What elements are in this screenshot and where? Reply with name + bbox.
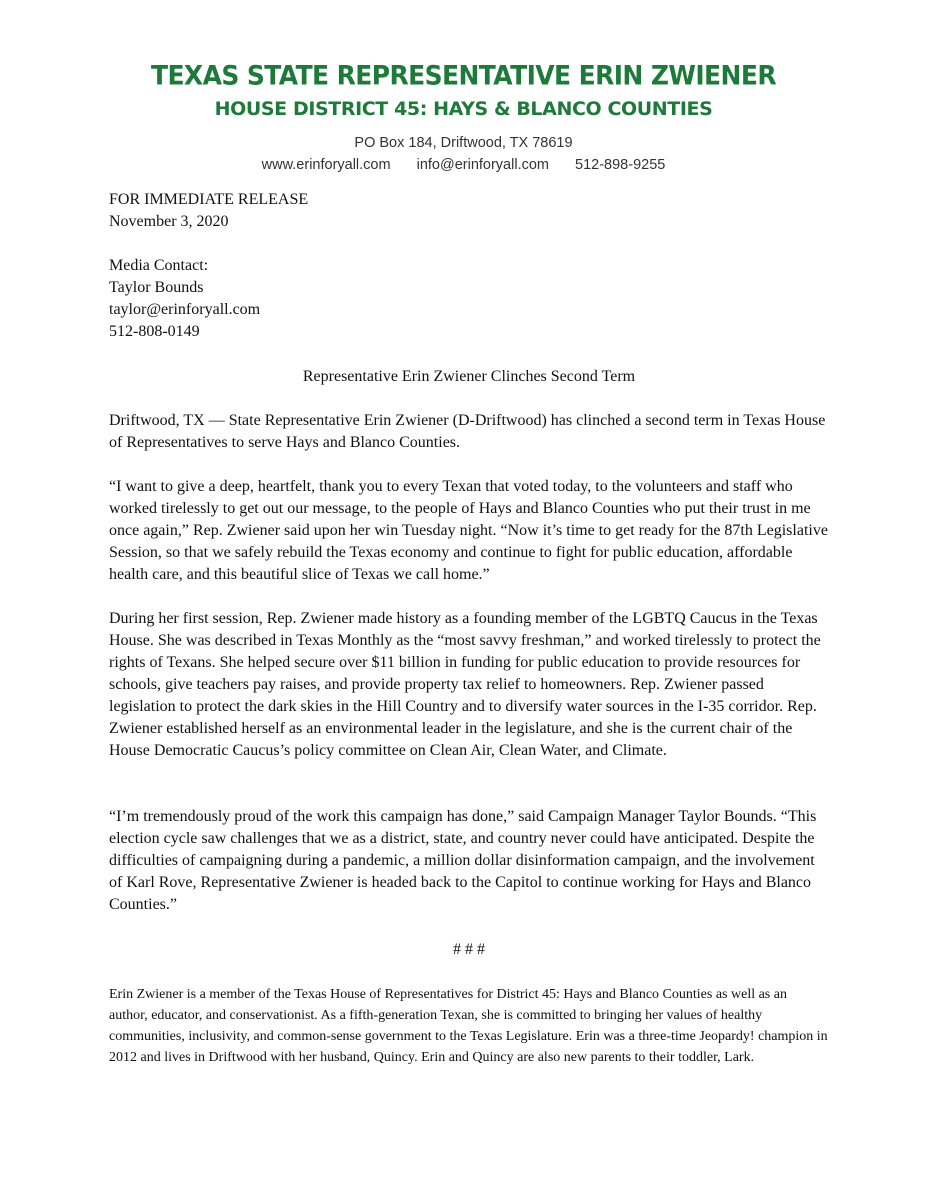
release-label: FOR IMMEDIATE RELEASE xyxy=(109,191,309,208)
letterhead-website: www.erinforyall.com xyxy=(261,157,391,173)
media-contact-block xyxy=(109,255,829,343)
paragraph-campaign-quote: “I’m tremendously proud of the work this campaign has done,” said Campaign Manager Taylor Bounds. “This election cycle saw challenges that we as a district, state, and country never could have anticipated. Despite the difficulties of campaigning during a pandemic, a million dollar disinformation campaign, and the involvement of Karl Rove, Representative Zwiener is headed back to the Capitol to continue working for Hays and Blanco Counties.” xyxy=(109,808,817,913)
media-contact-phone: 512-808-0149 xyxy=(109,323,200,340)
letterhead-phone: 512-898-9255 xyxy=(575,157,666,173)
headline: Representative Erin Zwiener Clinches Second Term xyxy=(302,368,636,385)
release-block xyxy=(109,189,829,233)
media-contact-name: Taylor Bounds xyxy=(109,279,204,296)
media-contact-label: Media Contact: xyxy=(109,257,209,274)
letterhead-contact-line xyxy=(0,154,927,176)
letterhead xyxy=(0,60,927,176)
paragraph-quote: “I want to give a deep, heartfelt, thank you to every Texan that voted today, to the volunteers and staff who worked tirelessly to get out our message, to the people of Hays and Blanco Counties who put their trust in me once again,” Rep. Zwiener said upon her win Tuesday night. “Now it’s time to get ready for the 87th Legislative Session, so that we safely rebuild the Texas economy and continue to fight for public education, affordable health care, and this beautiful slice of Texas we call home.” xyxy=(109,478,828,583)
release-date: November 3, 2020 xyxy=(109,213,229,230)
letterhead-subtitle: HOUSE DISTRICT 45: HAYS & BLANCO COUNTIES xyxy=(214,98,713,120)
bio-paragraph: Erin Zwiener is a member of the Texas House of Representatives for District 45: Hays and Blanco Counties as well as an author, educator, and conservationist. As a fifth-generation Texan, she is committed to bringing her values of healthy communities, inclusivity, and common-sense government to the Texas Legislature. Erin was a three-time Jeopardy! champion in 2012 and lives in Driftwood with her husband, Quincy. Erin and Quincy are also new parents to their toddler, Lark. xyxy=(109,987,828,1065)
paragraph-intro: Driftwood, TX — State Representative Erin Zwiener (D-Driftwood) has clinched a second term in Texas House of Representatives to serve Hays and Blanco Counties. xyxy=(109,412,826,451)
media-contact-email: taylor@erinforyall.com xyxy=(109,301,261,318)
paragraph-record: During her first session, Rep. Zwiener made history as a founding member of the LGBTQ Caucus in the Texas House. She was described in Texas Monthly as the “most savvy freshman,” and worked tirelessly to protect the rights of Texans. She helped secure over $11 billion in funding for public education to provide resources for schools, give teachers pay raises, and provide property tax relief to homeowners. Rep. Zwiener passed legislation to protect the dark skies in the Hill Country and to diversify water sources in the I-35 corridor. Rep. Zwiener established herself as an environmental leader in the legislature, and she is the current chair of the House Democratic Caucus’s policy committee on Clean Air, Clean Water, and Climate. xyxy=(109,610,821,759)
letterhead-email: info@erinforyall.com xyxy=(416,157,549,173)
letterhead-title: TEXAS STATE REPRESENTATIVE ERIN ZWIENER xyxy=(150,59,776,92)
letterhead-address: PO Box 184, Driftwood, TX 78619 xyxy=(354,135,573,151)
end-mark: # # # xyxy=(453,941,485,958)
